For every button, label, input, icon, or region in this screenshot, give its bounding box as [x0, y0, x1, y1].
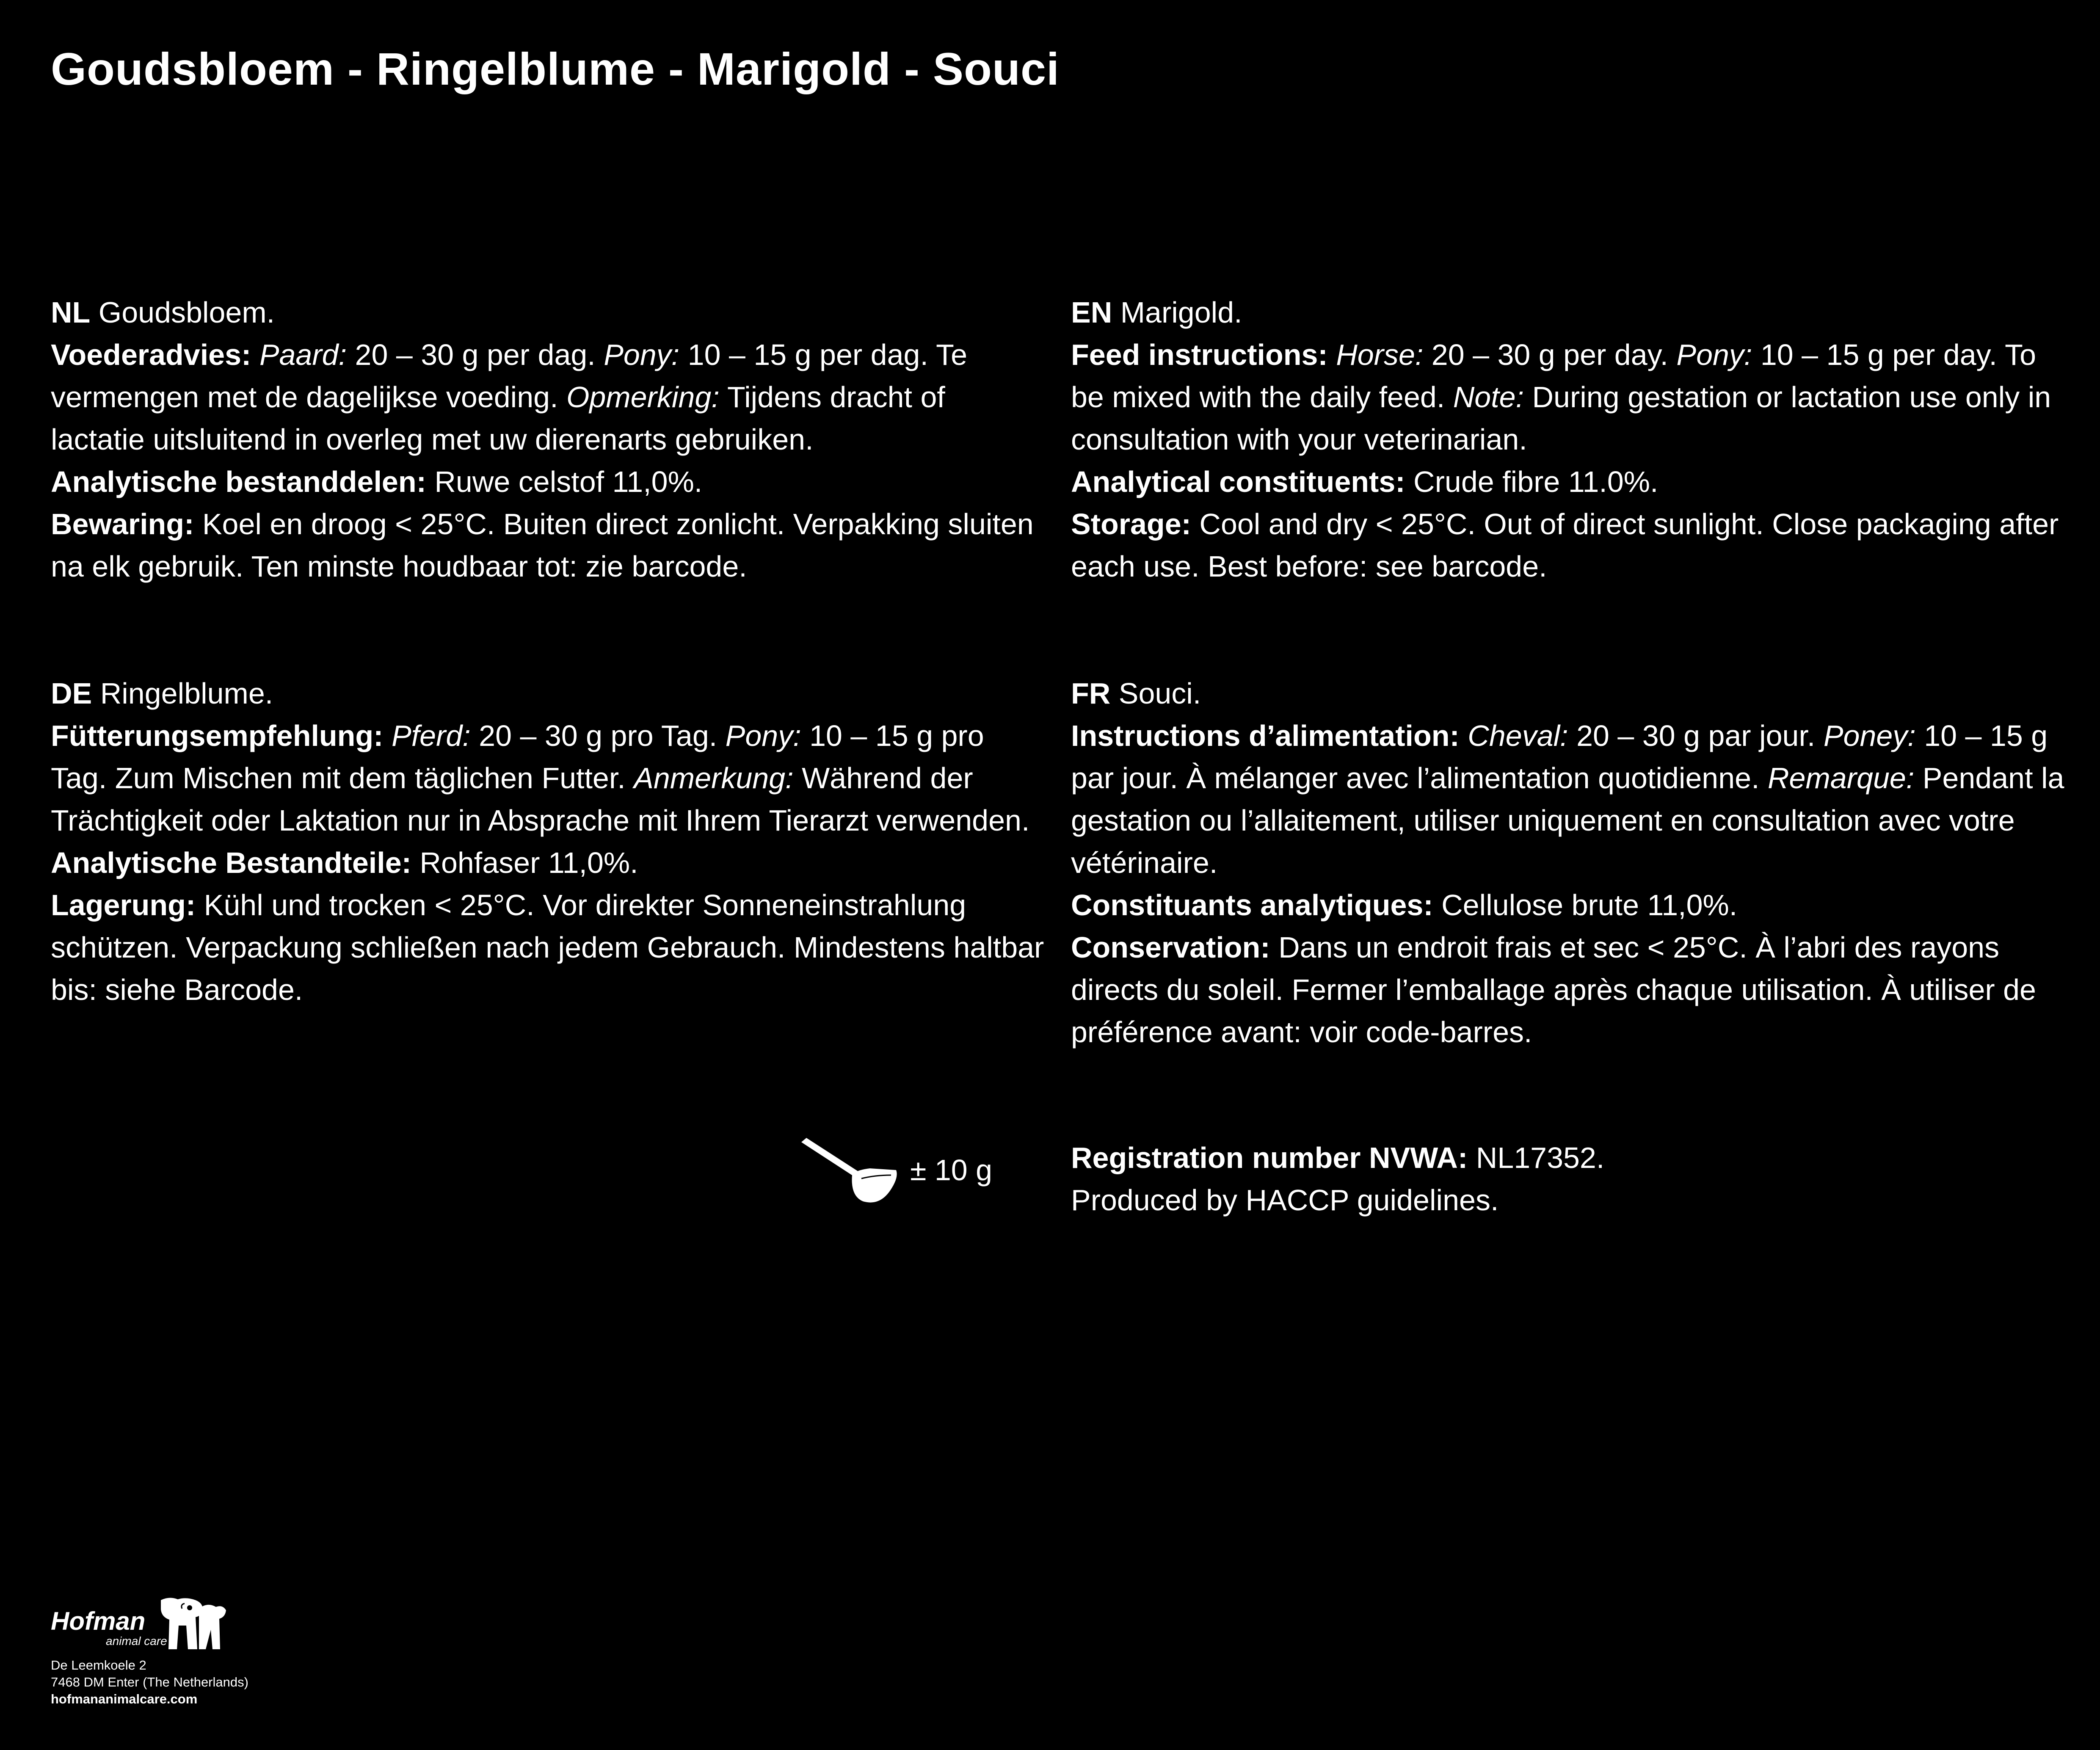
storage-label: Conservation:: [1071, 931, 1270, 964]
product-name: Souci.: [1110, 677, 1201, 710]
cow-horse-logo-icon: [157, 1596, 229, 1651]
dose-1: 20 – 30 g per dag.: [347, 338, 604, 371]
product-name: Marigold.: [1112, 296, 1242, 329]
registration-block: [1071, 1137, 2066, 1221]
section-en: [1071, 291, 2066, 588]
dose-2: 10 – 15 g par jour. À mélanger avec l’alimentation quotidienne.: [1071, 719, 2048, 795]
dose-1: 20 – 30 g per day.: [1423, 338, 1677, 371]
section-nl: [51, 291, 1046, 588]
analytical-label: Analytische Bestandteile:: [51, 846, 411, 879]
lang-code: NL: [51, 296, 91, 329]
analytical-text: Crude fibre 11.0%.: [1405, 465, 1658, 498]
page-title: Goudsbloem - Ringelblume - Marigold - Souci: [51, 43, 1060, 94]
storage-label: Lagerung:: [51, 889, 196, 922]
storage-text: Koel en droog < 25°C. Buiten direct zonlicht. Verpakking sluiten na elk gebruik. Ten minste houdbaar tot: zie barcode.: [51, 508, 1034, 583]
animal-2: Pony:: [604, 338, 680, 371]
company-logo: [51, 1596, 237, 1651]
storage-text: Cool and dry < 25°C. Out of direct sunlight. Close packaging after each use. Best before: see barcode.: [1071, 508, 2059, 583]
section-de: [51, 672, 1046, 1011]
animal-1: Pferd:: [391, 719, 471, 752]
registration-number: NL17352.: [1468, 1141, 1605, 1174]
storage-label: Bewaring:: [51, 508, 194, 541]
analytical-label: Analytical constituents:: [1071, 465, 1405, 498]
animal-1: Horse:: [1336, 338, 1424, 371]
dose-2: 10 – 15 g pro Tag. Zum Mischen mit dem täglichen Futter.: [51, 719, 984, 795]
note-text: During gestation or lactation use only in consultation with your veterinarian.: [1071, 381, 2051, 456]
note-label: Note:: [1453, 381, 1524, 414]
measuring-scoop-icon: [798, 1134, 900, 1209]
note-text: Pendant la gestation ou l’allaitement, utiliser uniquement en consultation avec votre vétérinaire.: [1071, 762, 2064, 879]
animal-1: Cheval:: [1468, 719, 1568, 752]
animal-2: Pony:: [725, 719, 801, 752]
dose-2: 10 – 15 g per dag. Te vermengen met de dagelijkse voeding.: [51, 338, 968, 414]
haccp-text: Produced by HACCP guidelines.: [1071, 1184, 1499, 1217]
note-text: Während der Trächtigkeit oder Laktation nur in Absprache mit Ihrem Tierarzt verwenden.: [51, 762, 1030, 837]
storage-text: Kühl und trocken < 25°C. Vor direkter Sonneneinstrahlung schützen. Verpackung schließen nach jedem Gebrauch. Mindestens haltbar bis: siehe Barcode.: [51, 889, 1044, 1006]
dose-1: 20 – 30 g pro Tag.: [470, 719, 726, 752]
address-line-2: 7468 DM Enter (The Netherlands): [51, 1675, 248, 1689]
website-link[interactable]: hofmananimalcare.com: [51, 1692, 198, 1706]
feed-label: Voederadvies:: [51, 338, 251, 371]
address-line-1: De Leemkoele 2: [51, 1658, 146, 1673]
note-label: Anmerkung:: [634, 762, 794, 795]
brand-name: Hofman: [51, 1607, 146, 1635]
feed-label: Feed instructions:: [1071, 338, 1328, 371]
lang-code: DE: [51, 677, 92, 710]
scoop-label: ± 10 g: [910, 1154, 993, 1187]
analytical-text: Rohfaser 11,0%.: [411, 846, 638, 879]
animal-2: Pony:: [1676, 338, 1752, 371]
section-fr: [1071, 672, 2078, 1053]
analytical-label: Analytische bestanddelen:: [51, 465, 426, 498]
animal-1: Paard:: [259, 338, 347, 371]
brand-subtitle: animal care: [106, 1634, 167, 1648]
feed-label: Instructions d’alimentation:: [1071, 719, 1460, 752]
dose-2: 10 – 15 g per day. To be mixed with the daily feed.: [1071, 338, 2037, 414]
company-footer: [51, 1596, 248, 1708]
analytical-text: Ruwe celstof 11,0%.: [426, 465, 703, 498]
analytical-text: Cellulose brute 11,0%.: [1433, 889, 1738, 922]
dose-1: 20 – 30 g par jour.: [1568, 719, 1824, 752]
note-label: Opmerking:: [566, 381, 720, 414]
note-text: Tijdens dracht of lactatie uitsluitend in overleg met uw dierenarts gebruiken.: [51, 381, 945, 456]
analytical-label: Constituants analytiques:: [1071, 889, 1433, 922]
product-name: Goudsbloem.: [90, 296, 275, 329]
lang-code: EN: [1071, 296, 1112, 329]
storage-label: Storage:: [1071, 508, 1191, 541]
product-name: Ringelblume.: [92, 677, 273, 710]
registration-label: Registration number NVWA:: [1071, 1141, 1468, 1174]
lang-code: FR: [1071, 677, 1111, 710]
animal-2: Poney:: [1823, 719, 1916, 752]
storage-text: Dans un endroit frais et sec < 25°C. À l’abri des rayons directs du soleil. Fermer l’emballage après chaque utilisation. À utiliser de préférence avant: voir code-barres.: [1071, 931, 2036, 1049]
note-label: Remarque:: [1768, 762, 1915, 795]
feed-label: Fütterungsempfehlung:: [51, 719, 384, 752]
